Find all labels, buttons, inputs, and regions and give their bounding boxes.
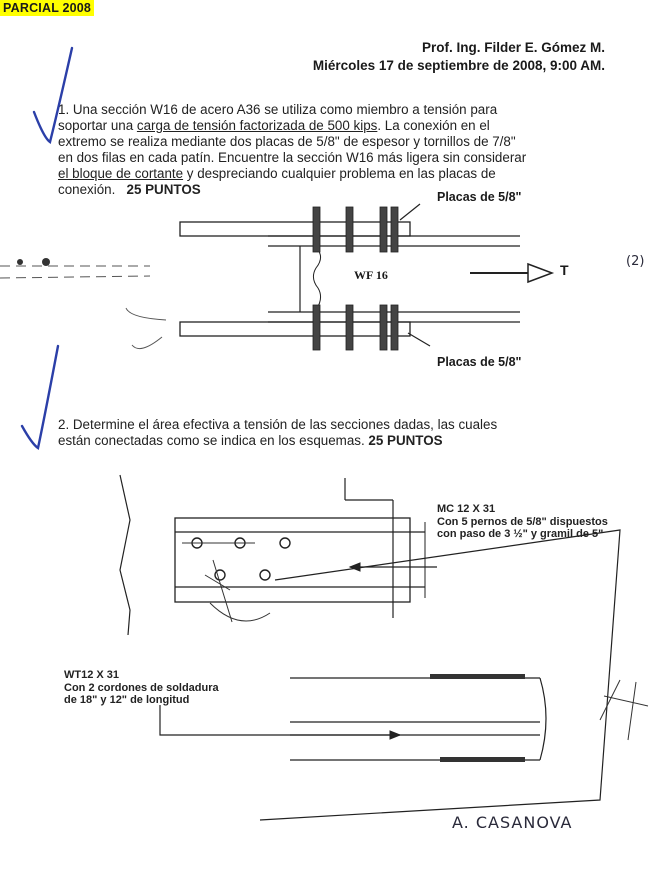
wt-title: WT12 X 31: [64, 669, 120, 681]
p1-points: 25 PUNTOS: [126, 182, 201, 197]
p1-line2-underlined: carga de tensión factorizada de 500 kips: [136, 118, 378, 133]
bolt-group: [313, 207, 398, 350]
mc-channel-figure: [120, 475, 620, 820]
top-plate: [180, 222, 410, 236]
p1-line2a: soportar una: [58, 118, 137, 133]
plates-label-bottom: Placas de 5/8": [437, 355, 522, 369]
p2-line2-text: están conectadas como se indica en los esquemas.: [58, 433, 365, 448]
mc-plate: [175, 518, 410, 602]
wt-line2: de 18" y 12" de longitud: [64, 694, 190, 706]
margin-note: (2): [626, 254, 645, 269]
professor-name: Prof. Ing. Filder E. Gómez M.: [421, 40, 605, 55]
handwritten-signature: A. CASANOVA: [452, 813, 573, 832]
exam-date: Miércoles 17 de septiembre de 2008, 9:00 AM.: [312, 58, 605, 73]
p1-line3: extremo se realiza mediante dos placas de 5/8" de espesor y tornillos de 7/8": [58, 134, 516, 149]
bottom-plate: [180, 322, 410, 336]
p2-line1: 2. Determine el área efectiva a tensión de las secciones dadas, las cuales: [58, 417, 498, 432]
p1-line4: en dos filas en cada patín. Encuentre la sección W16 más ligera sin considerar: [58, 150, 527, 165]
plates-label-top: Placas de 5/8": [437, 190, 522, 204]
p1-line5-underlined: el bloque de cortante: [58, 166, 184, 181]
exam-badge: PARCIAL 2008: [0, 0, 94, 16]
mc-bolt-holes: [192, 538, 290, 580]
wf16-section-label: WF 16: [354, 268, 388, 282]
p1-line5b: y despreciando cualquier problema en las placas de: [183, 166, 496, 181]
check-mark-2-icon: [22, 346, 58, 448]
p1-line6-text: conexión.: [58, 182, 116, 197]
weld-bottom: [440, 757, 525, 762]
wt-tee-figure: [160, 674, 648, 762]
weld-top: [430, 674, 525, 679]
p1-line1: 1. Una sección W16 de acero A36 se utiliza como miembro a tensión para: [58, 102, 498, 117]
mc-line2: con paso de 3 ½" y gramil de 5": [437, 528, 604, 540]
wt-line1: Con 2 cordones de soldadura: [64, 681, 219, 694]
p1-line2b: . La conexión en el: [377, 118, 490, 133]
check-mark-1-icon: [34, 48, 72, 142]
p2-points: 25 PUNTOS: [368, 433, 443, 448]
mc-title: MC 12 X 31: [437, 503, 496, 515]
wf16-connection-figure: [0, 204, 552, 350]
mc-line1: Con 5 pernos de 5/8" dispuestos: [437, 515, 608, 528]
tension-arrow-icon: [528, 264, 552, 282]
tension-force-label: T: [560, 262, 569, 278]
